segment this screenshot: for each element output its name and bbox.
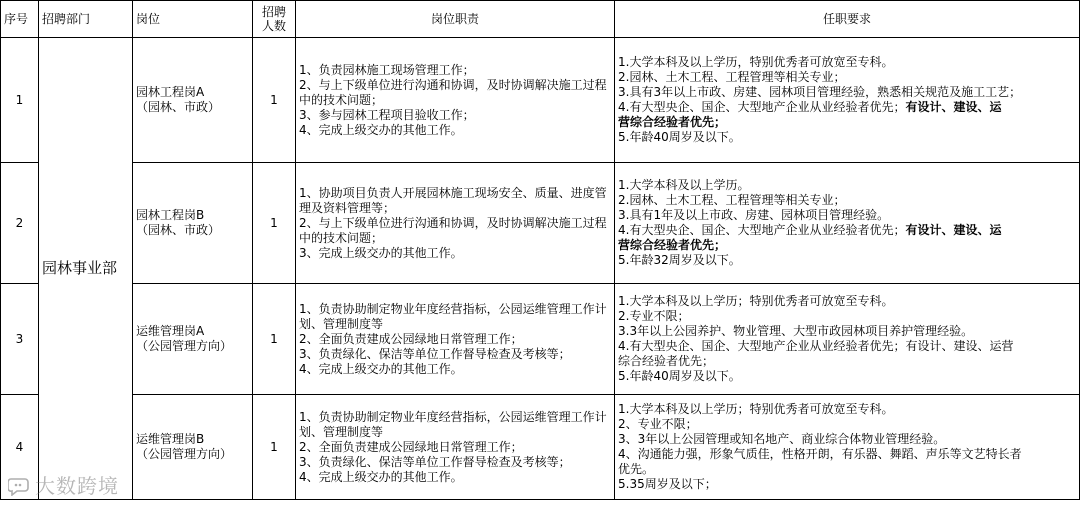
duty-line: 1、负责协助制定物业年度经营指标，公园运维管理工作计划、管理制度等 bbox=[299, 301, 607, 331]
req-line: 1.大学本科及以上学历。 bbox=[618, 178, 750, 192]
req-line: 2.园林、土木工程、工程管理等相关专业； bbox=[618, 193, 846, 207]
req-line: 3.3年以上公园养护、物业管理、大型市政园林项目养护管理经验。 bbox=[618, 324, 974, 338]
count-cell: 1 bbox=[253, 284, 296, 395]
req-line: 2、专业不限； bbox=[618, 417, 698, 431]
req-line: 2.园林、土木工程、工程管理等相关专业； bbox=[618, 70, 846, 84]
count-cell: 1 bbox=[253, 395, 296, 500]
duty-line: 3、完成上级交办的其他工作。 bbox=[299, 245, 463, 260]
duties-cell bbox=[296, 395, 615, 500]
position-name: 运维管理岗A bbox=[136, 324, 205, 338]
duties-cell bbox=[296, 284, 615, 395]
watermark bbox=[8, 470, 119, 499]
duties-cell bbox=[296, 163, 615, 284]
dept-cell: 园林事业部 bbox=[39, 38, 133, 500]
req-text: 4.有大型央企、国企、大型地产企业从业经验者优先； bbox=[618, 100, 906, 114]
req-line: 4、沟通能力强，形象气质佳，性格开朗，有乐器、舞蹈、声乐等文艺特长者 bbox=[618, 447, 1022, 461]
req-line: 5.年龄40周岁及以下。 bbox=[618, 130, 741, 144]
header-dept: 招聘部门 bbox=[39, 1, 133, 38]
position-name: 运维管理岗B bbox=[136, 432, 205, 446]
duty-line: 4、完成上级交办的其他工作。 bbox=[299, 122, 463, 137]
watermark-text: 大数跨境 bbox=[35, 474, 119, 498]
table-row bbox=[1, 395, 1080, 500]
duty-line: 3、负责绿化、保洁等单位工作督导检查及考核等； bbox=[299, 454, 571, 469]
req-line: 3、3年以上公园管理或知名地产、商业综合体物业管理经验。 bbox=[618, 432, 946, 446]
requirements-cell bbox=[615, 284, 1080, 395]
row-no: 4 bbox=[1, 395, 39, 500]
req-line: 优先。 bbox=[618, 462, 655, 476]
table-row bbox=[1, 284, 1080, 395]
req-line bbox=[618, 223, 1076, 238]
req-line: 1.大学本科及以上学历；特别优秀者可放宽至专科。 bbox=[618, 402, 894, 416]
row-no: 3 bbox=[1, 284, 39, 395]
position-cell bbox=[133, 38, 253, 163]
duty-line: 3、负责绿化、保洁等单位工作督导检查及考核等； bbox=[299, 346, 571, 361]
duty-line: 4、完成上级交办的其他工作。 bbox=[299, 361, 463, 376]
requirements-cell bbox=[615, 38, 1080, 163]
row-no: 2 bbox=[1, 163, 39, 284]
header-requirements: 任职要求 bbox=[615, 1, 1080, 38]
req-line: 3.具有3年以上市政、房建、园林项目管理经验，熟悉相关规范及施工工艺； bbox=[618, 85, 1022, 99]
req-line: 3.具有1年及以上市政、房建、园林项目管理经验。 bbox=[618, 208, 890, 222]
req-bold: 有设计、建设、运 bbox=[905, 100, 1002, 114]
position-name: 园林工程岗B bbox=[136, 208, 205, 222]
req-line: 1.大学本科及以上学历；特别优秀者可放宽至专科。 bbox=[618, 294, 894, 308]
count-cell: 1 bbox=[253, 163, 296, 284]
position-direction: （公园管理方向） bbox=[136, 447, 233, 461]
req-bold: 有设计、建设、运 bbox=[905, 223, 1002, 237]
req-line: 1.大学本科及以上学历，特别优秀者可放宽至专科。 bbox=[618, 55, 894, 69]
position-name: 园林工程岗A bbox=[136, 85, 205, 99]
duty-line: 2、与上下级单位进行沟通和协调，及时协调解决施工过程中的技术问题； bbox=[299, 77, 607, 107]
duty-line: 4、完成上级交办的其他工作。 bbox=[299, 469, 463, 484]
header-no: 序号 bbox=[1, 1, 39, 38]
duty-line: 3、参与园林工程项目验收工作； bbox=[299, 107, 475, 122]
requirements-cell bbox=[615, 163, 1080, 284]
header-position: 岗位 bbox=[133, 1, 253, 38]
duty-line: 1、协助项目负责人开展园林施工现场安全、质量、进度管理及资料管理等； bbox=[299, 185, 607, 215]
req-text: 4.有大型央企、国企、大型地产企业从业经验者优先； bbox=[618, 223, 906, 237]
duty-line: 1、负责协助制定物业年度经营指标，公园运维管理工作计划、管理制度等 bbox=[299, 409, 607, 439]
position-cell bbox=[133, 284, 253, 395]
req-bold: 营综合经验者优先； bbox=[618, 115, 727, 129]
req-line: 4.有大型央企、国企、大型地产企业从业经验者优先；有设计、建设、运营 bbox=[618, 339, 1014, 353]
req-line: 5.35周岁及以下； bbox=[618, 477, 717, 491]
header-row bbox=[1, 1, 1080, 38]
req-line bbox=[618, 238, 1076, 253]
req-line: 5.年龄40周岁及以下。 bbox=[618, 369, 741, 383]
duty-line: 1、负责园林施工现场管理工作； bbox=[299, 62, 475, 77]
req-line bbox=[618, 115, 1076, 130]
position-direction: （公园管理方向） bbox=[136, 339, 233, 353]
header-count: 招聘人数 bbox=[253, 1, 296, 38]
table-row bbox=[1, 38, 1080, 163]
count-cell: 1 bbox=[253, 38, 296, 163]
duties-cell bbox=[296, 38, 615, 163]
table-row bbox=[1, 163, 1080, 284]
req-line: 5.年龄32周岁及以下。 bbox=[618, 253, 741, 267]
row-no: 1 bbox=[1, 38, 39, 163]
position-direction: （园林、市政） bbox=[136, 223, 221, 237]
requirements-cell bbox=[615, 395, 1080, 500]
duty-line: 2、全面负责建成公园绿地日常管理工作； bbox=[299, 331, 523, 346]
position-direction: （园林、市政） bbox=[136, 100, 221, 114]
chat-bubble-icon bbox=[8, 476, 32, 496]
req-line: 综合经验者优先； bbox=[618, 354, 715, 368]
req-line: 2.专业不限； bbox=[618, 309, 690, 323]
position-cell bbox=[133, 395, 253, 500]
position-cell bbox=[133, 163, 253, 284]
duty-line: 2、与上下级单位进行沟通和协调，及时协调解决施工过程中的技术问题； bbox=[299, 215, 607, 245]
header-duties: 岗位职责 bbox=[296, 1, 615, 38]
req-bold: 营综合经验者优先； bbox=[618, 238, 727, 252]
req-line bbox=[618, 100, 1076, 115]
duty-line: 2、全面负责建成公园绿地日常管理工作； bbox=[299, 439, 523, 454]
